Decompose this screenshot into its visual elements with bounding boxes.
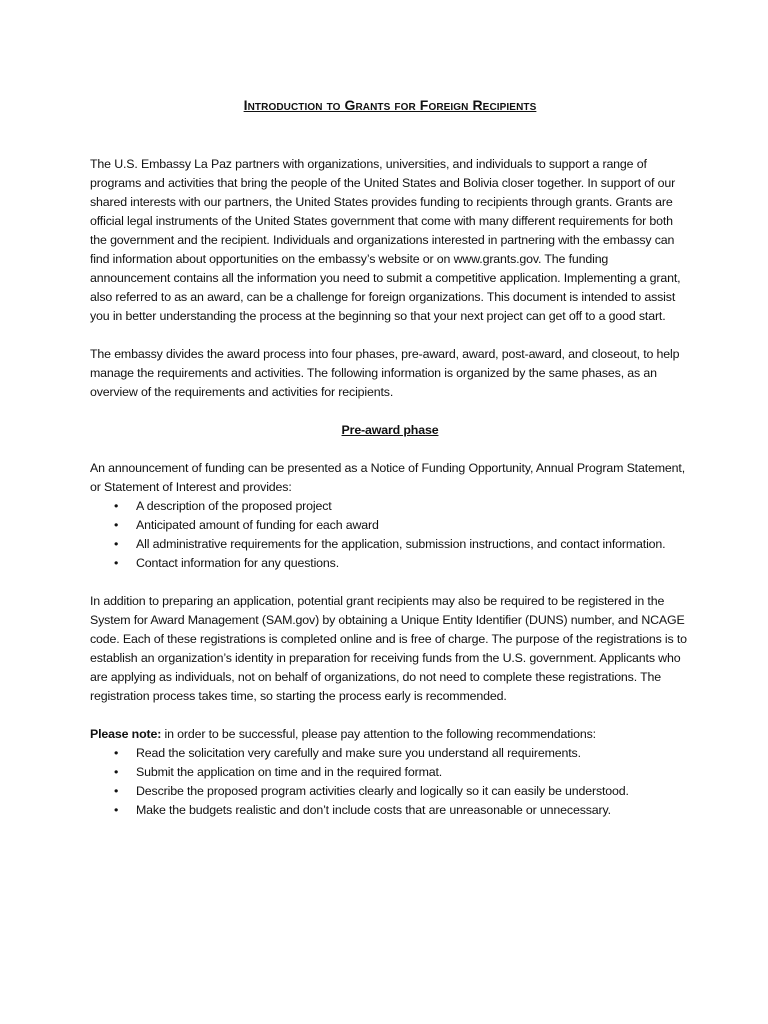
list-item [90,554,690,573]
list-item-text: Anticipated amount of funding for each award [136,518,379,532]
list-item-text: Describe the proposed program activities clearly and logically so it can easily be understood. [136,784,629,798]
bullet-icon: • [114,784,119,798]
intro-paragraph: The U.S. Embassy La Paz partners with organizations, universities, and individuals to support a range of programs and activities that bring the people of the United States and Bolivia closer together. In support of our shared interests with our partners, the United States provides funding to recipients through grants. Grants are official legal instruments of the United States government that come with many different requirements for both the government and the recipient. Individuals and organizations interested in partnering with the embassy can find information about opportunities on the embassy’s website or on www.grants.gov. The funding announcement contains all the information you need to submit a competitive application. Implementing a grant, also referred to as an award, can be a challenge for foreign organizations. This document is intended to assist you in better understanding the process at the beginning so that your next project can get off to a good start. [90,157,681,323]
list-item [90,782,690,801]
list-item-text: Read the solicitation very carefully and make sure you understand all requirements. [136,746,581,760]
recommendation-bullet-list [90,744,690,820]
list-item-text: Contact information for any questions. [136,556,339,570]
document-page [90,96,690,839]
bullet-icon: • [114,499,119,513]
list-item-text: Submit the application on time and in the required format. [136,765,443,779]
announcement-bullet-list [90,497,690,573]
list-item [90,744,690,763]
list-item [90,535,690,554]
note-text: in order to be successful, please pay attention to the following recommendations: [161,727,596,741]
list-item [90,497,690,516]
bullet-icon: • [114,537,119,551]
bullet-icon: • [114,765,119,779]
note-paragraph [90,725,690,744]
bullet-icon: • [114,518,119,532]
phases-paragraph: The embassy divides the award process into four phases, pre-award, award, post-award, and closeout, to help manage the requirements and activities. The following information is organized by the same phases, as an overview of the requirements and activities for recipients. [90,347,680,399]
registration-paragraph: In addition to preparing an application, potential grant recipients may also be required to be registered in the System for Award Management (SAM.gov) by obtaining a Unique Entity Identifier (DUNS) number, and NCAGE code. Each of these registrations is completed online and is free of charge. The purpose of the registrations is to establish an organization’s identity in preparation for receiving funds from the U.S. government. Applicants who are applying as individuals, not on behalf of organizations, do not need to complete these registrations. The registration process takes time, so starting the process early is recommended. [90,594,687,703]
preaward-heading: Pre-award phase [341,423,439,437]
list-item-text: A description of the proposed project [136,499,332,513]
bullet-icon: • [114,556,119,570]
list-item [90,516,690,535]
bullet-icon: • [114,803,119,817]
list-item-text: All administrative requirements for the application, submission instructions, and contact information. [136,537,666,551]
list-item-text: Make the budgets realistic and don’t include costs that are unreasonable or unnecessary. [136,803,611,817]
list-item [90,763,690,782]
note-label: Please note: [90,727,162,741]
document-title: Introduction to Grants for Foreign Recipients [243,97,537,113]
list-item [90,801,690,820]
announcement-intro: An announcement of funding can be presented as a Notice of Funding Opportunity, Annual Program Statement, or Statement of Interest and provides: [90,461,685,494]
bullet-icon: • [114,746,119,760]
